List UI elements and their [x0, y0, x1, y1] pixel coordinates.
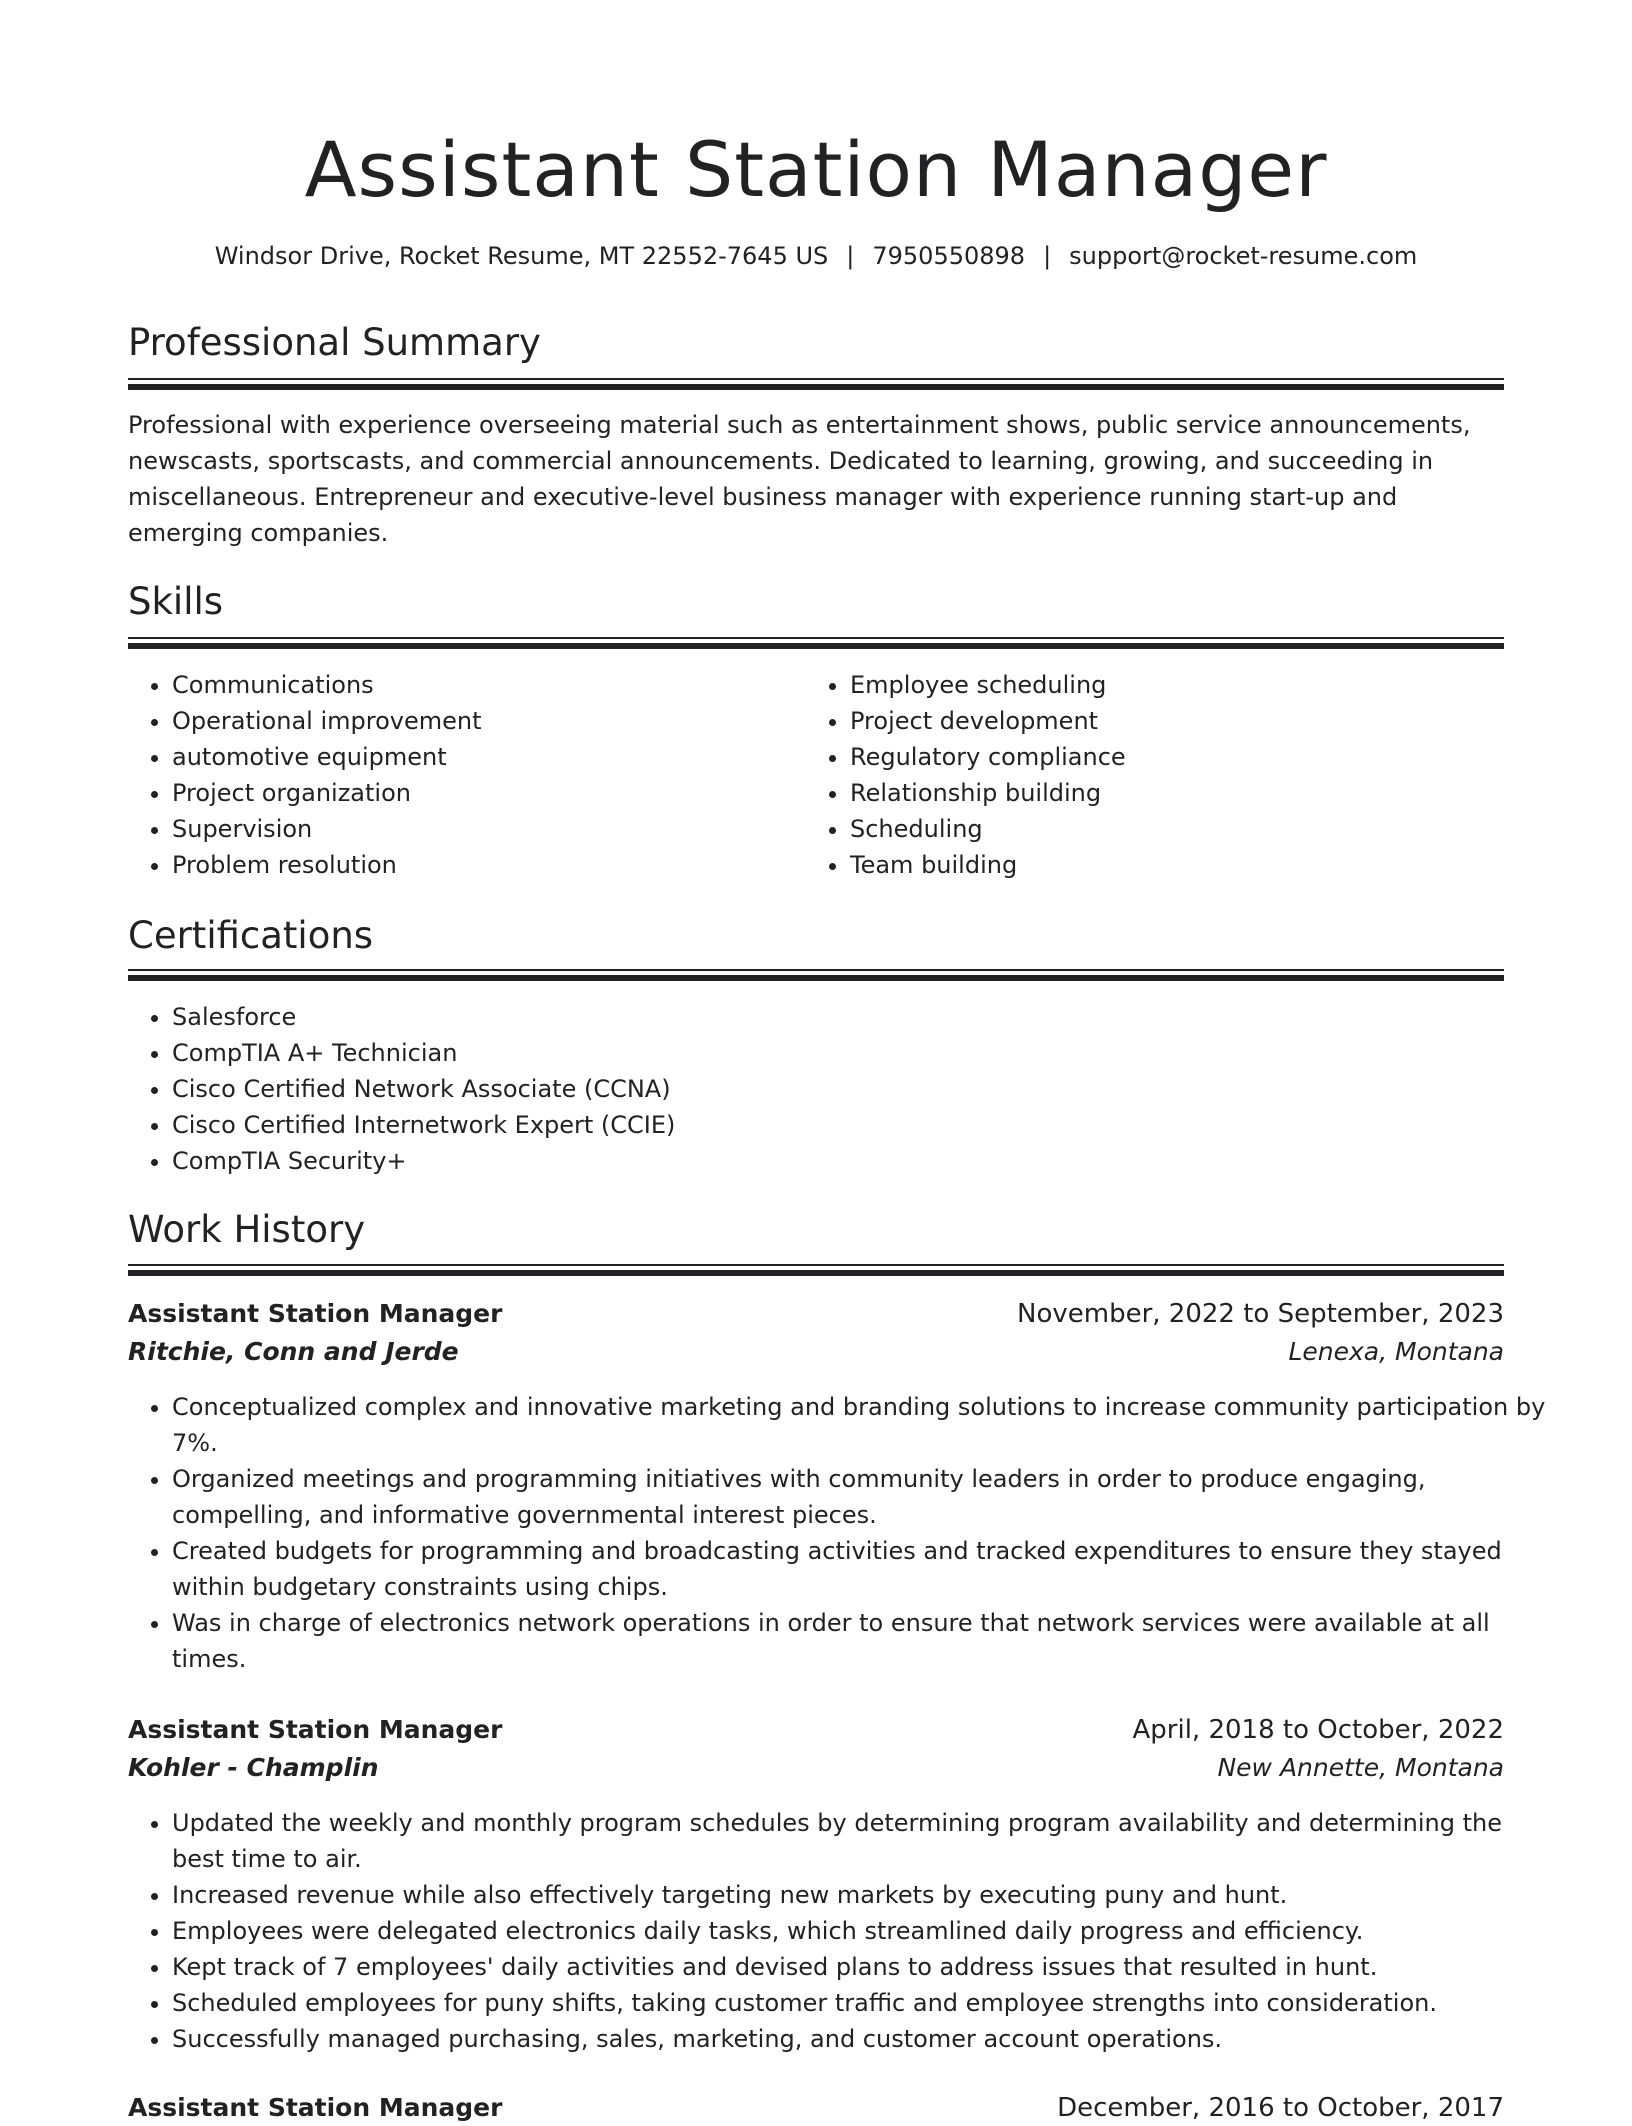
job-bullet: • Scheduled employees for puny shifts, taking customer traffic and employee strengths into consideration.: [172, 1985, 1548, 2021]
certification-item: • CompTIA Security+: [172, 1143, 1548, 1179]
job-title: Assistant Station Manager: [128, 2093, 503, 2122]
job-bullets: [128, 1389, 1548, 1677]
certification-item: • CompTIA A+ Technician: [172, 1035, 1548, 1071]
certifications-heading: Certifications: [128, 914, 374, 957]
work-heading: Work History: [128, 1208, 366, 1251]
job-dates: April, 2018 to October, 2022: [1132, 1715, 1504, 1745]
skills-list-right: [806, 667, 1490, 883]
skill-item: • Project organization: [172, 775, 812, 811]
job-bullet: • Created budgets for programming and broadcasting activities and tracked expenditures to ensure they stayed within budgetary constraints using chips.: [172, 1533, 1548, 1605]
certification-item: • Salesforce: [172, 999, 1548, 1035]
job-bullet: • Increased revenue while also effectively targeting new markets by executing puny and hunt.: [172, 1877, 1548, 1913]
job-title: Assistant Station Manager: [128, 1299, 503, 1328]
job-bullet: • Conceptualized complex and innovative marketing and branding solutions to increase community participation by 7%.: [172, 1389, 1548, 1461]
skills-divider: [128, 637, 1504, 649]
job-bullets: [128, 1805, 1548, 2057]
contact-email: support@rocket-resume.com: [1069, 242, 1418, 270]
skill-item: • Operational improvement: [172, 703, 812, 739]
summary-text: Professional with experience overseeing material such as entertainment shows, public service announcements, newscasts, sportscasts, and commercial announcements. Dedicated to learning, growing, and succeeding in miscellaneous. Entrepreneur and executive-level business manager with experience running start-up and emerging companies.: [128, 411, 1471, 547]
certifications-list: [128, 999, 1548, 1179]
skill-item: • Team building: [850, 847, 1490, 883]
job-company: Ritchie, Conn and Jerde: [128, 1337, 459, 1366]
job-bullet: • Updated the weekly and monthly program schedules by determining program availability and determining the best time to air.: [172, 1805, 1548, 1877]
skill-item: • Project development: [850, 703, 1490, 739]
job-location: New Annette, Montana: [1217, 1753, 1504, 1782]
resume-page: [128, 0, 1546, 2123]
skill-item: • Regulatory compliance: [850, 739, 1490, 775]
summary-divider: [128, 378, 1504, 390]
job-dates: November, 2022 to September, 2023: [1017, 1299, 1504, 1329]
job-bullet: • Successfully managed purchasing, sales, marketing, and customer account operations.: [172, 2021, 1548, 2057]
skill-item: • automotive equipment: [172, 739, 812, 775]
contact-separator: |: [1043, 242, 1052, 270]
skill-item: • Communications: [172, 667, 812, 703]
work-divider: [128, 1264, 1504, 1276]
job-company: Kohler - Champlin: [128, 1753, 379, 1782]
skills-heading: Skills: [128, 580, 224, 623]
skill-item: • Problem resolution: [172, 847, 812, 883]
certification-item: • Cisco Certified Internetwork Expert (CCIE): [172, 1107, 1548, 1143]
skills-list-left: [128, 667, 812, 883]
job-bullet: • Was in charge of electronics network operations in order to ensure that network services were available at all times.: [172, 1605, 1548, 1677]
contact-address: Windsor Drive, Rocket Resume, MT 22552-7645 US: [214, 242, 829, 270]
certifications-divider: [128, 969, 1504, 981]
job-title: Assistant Station Manager: [128, 1715, 503, 1744]
skill-item: • Supervision: [172, 811, 812, 847]
skill-item: • Scheduling: [850, 811, 1490, 847]
contact-separator: |: [846, 242, 855, 270]
job-dates: December, 2016 to October, 2017: [1057, 2093, 1504, 2123]
job-bullet: • Kept track of 7 employees' daily activities and devised plans to address issues that resulted in hunt.: [172, 1949, 1548, 1985]
skill-item: • Relationship building: [850, 775, 1490, 811]
summary-heading: Professional Summary: [128, 321, 541, 364]
job-bullet: • Employees were delegated electronics daily tasks, which streamlined daily progress and efficiency.: [172, 1913, 1548, 1949]
job-location: Lenexa, Montana: [1288, 1337, 1504, 1366]
job-bullet: • Organized meetings and programming initiatives with community leaders in order to produce engaging, compelling, and informative governmental interest pieces.: [172, 1461, 1548, 1533]
contact-line: [128, 238, 1504, 274]
skill-item: • Employee scheduling: [850, 667, 1490, 703]
contact-phone: 7950550898: [872, 242, 1026, 270]
resume-title: Assistant Station Manager: [304, 125, 1328, 214]
certification-item: • Cisco Certified Network Associate (CCNA): [172, 1071, 1548, 1107]
